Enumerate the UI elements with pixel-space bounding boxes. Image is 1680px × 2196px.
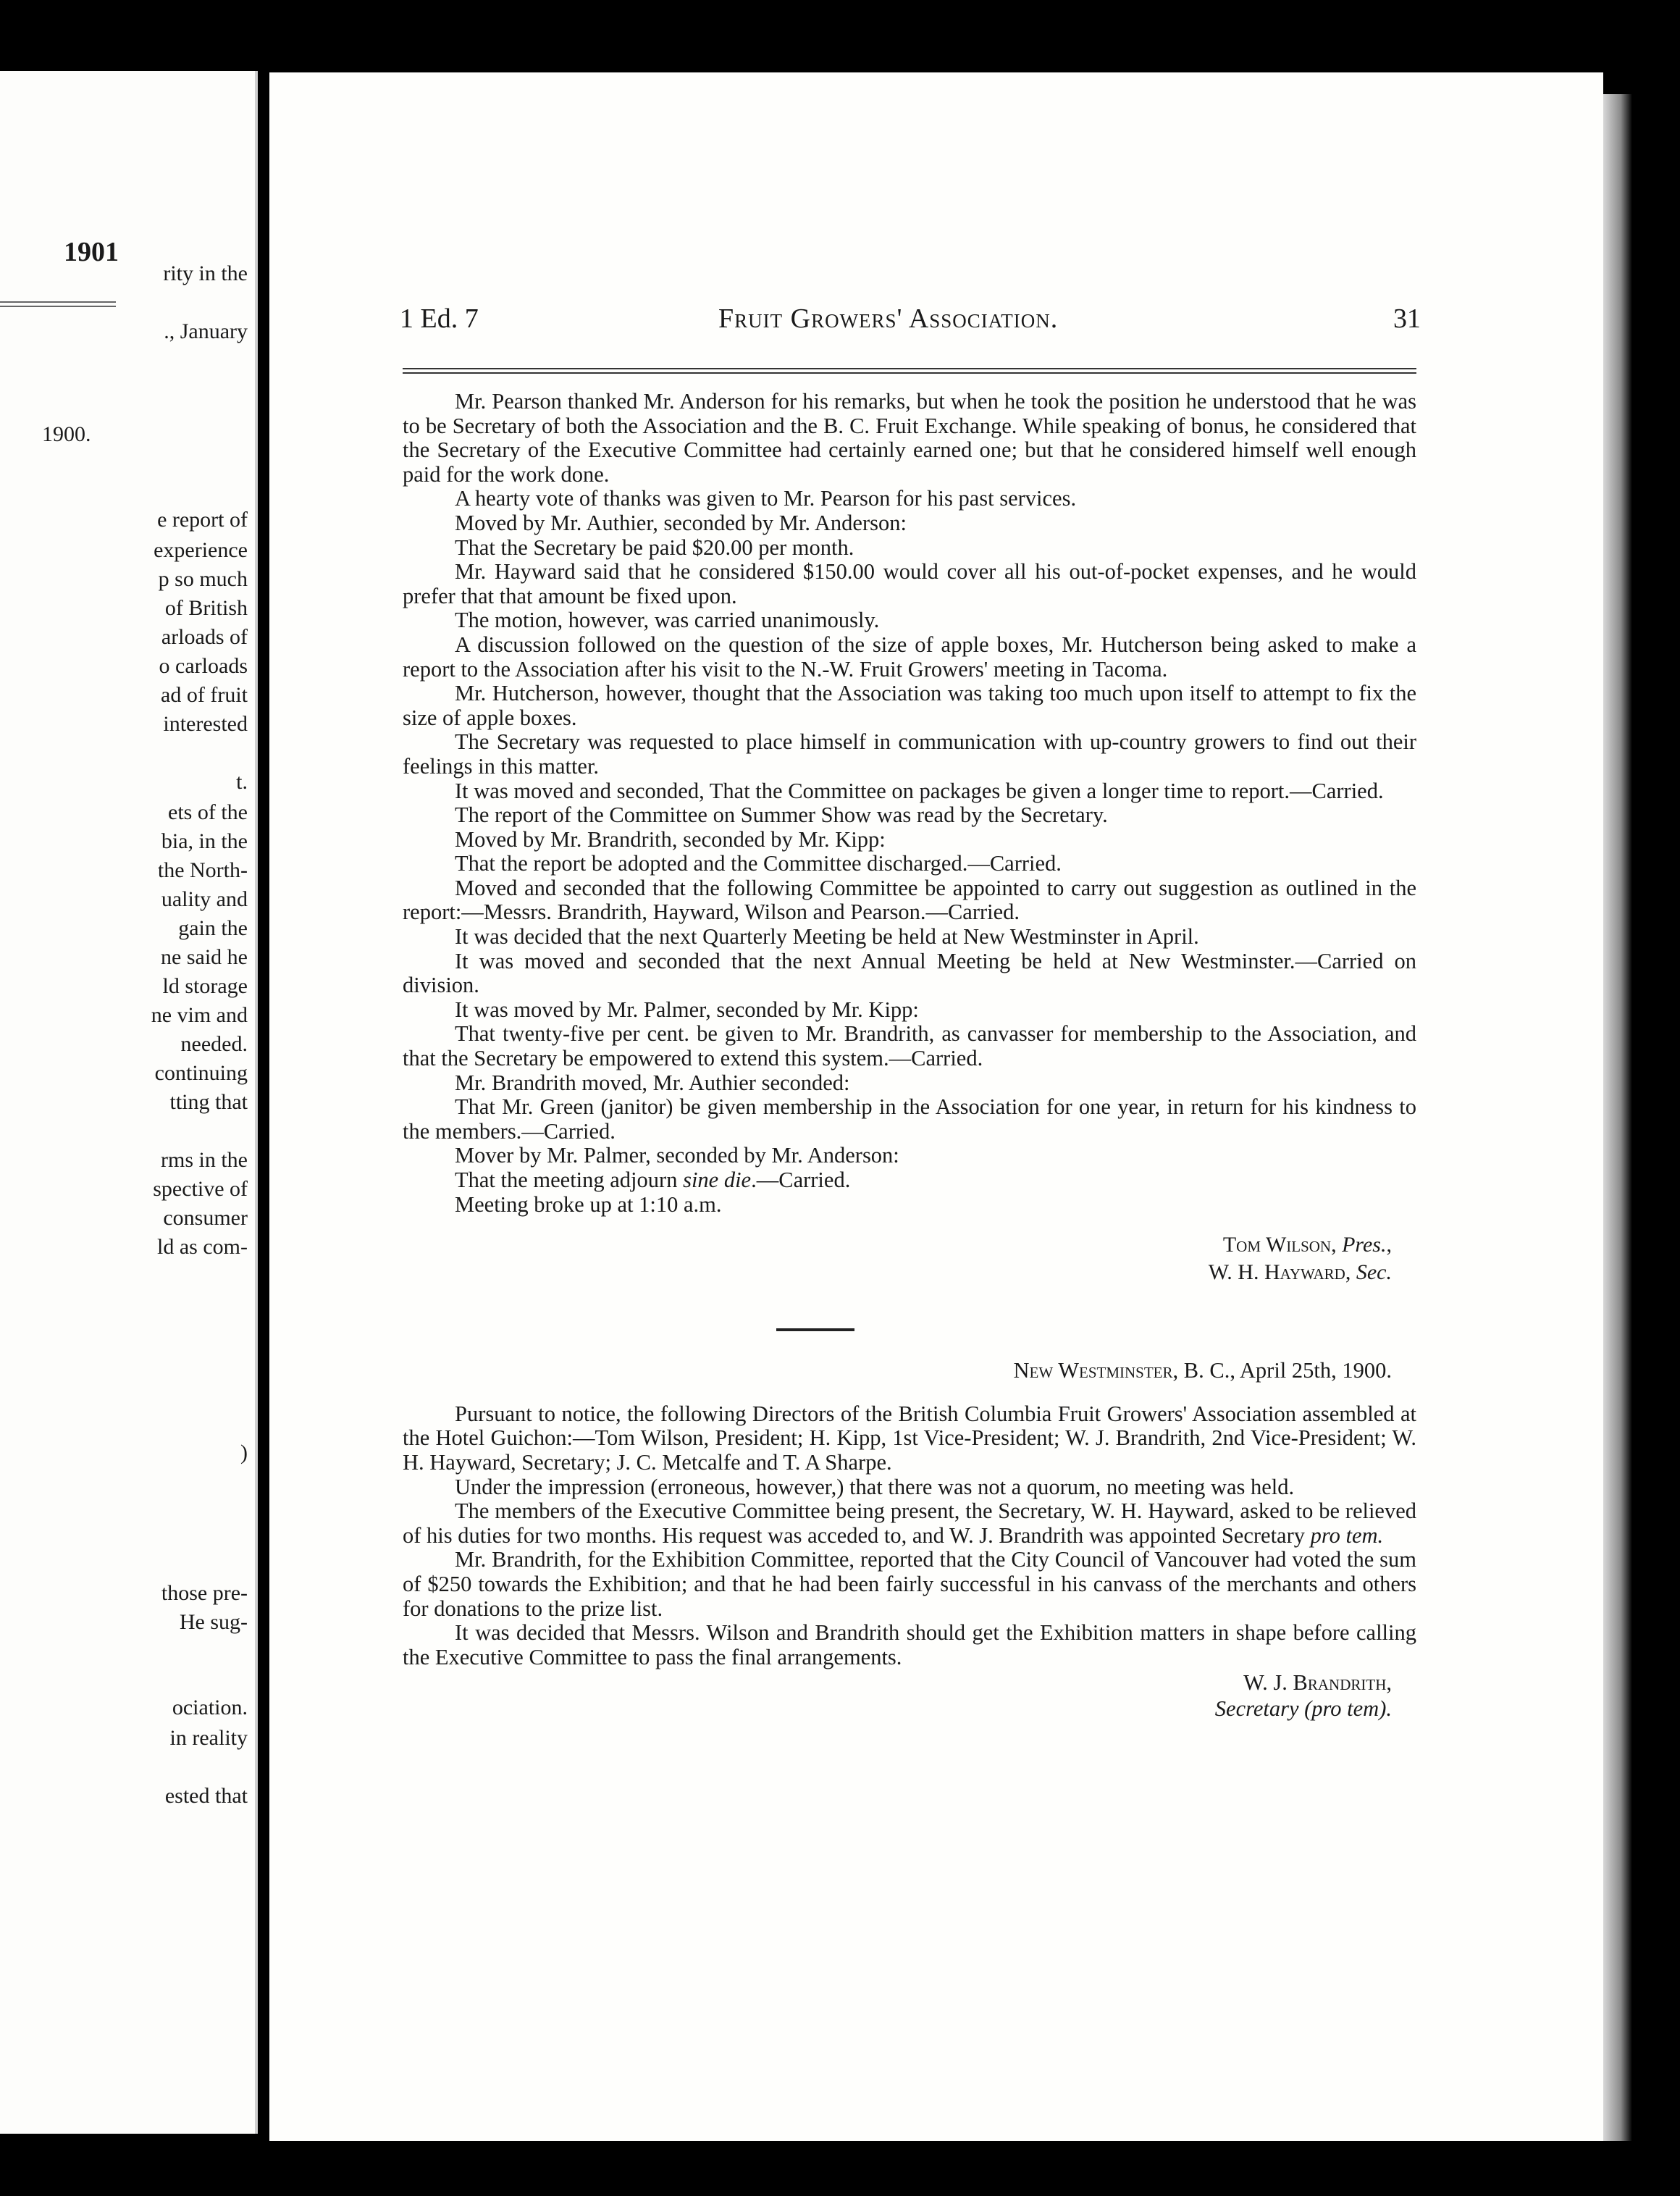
paragraph: It was decided that Messrs. Wilson and Brandrith should get the Exhibition matters in shape before calling the Executive Committee to pass the final arrangements. <box>403 1620 1416 1669</box>
facing-page-line: ets of the <box>168 800 248 824</box>
facing-page-line: p so much <box>158 567 248 591</box>
paragraph: That Mr. Green (janitor) be given membership in the Association for one year, in return for his kindness to the members.—Carried. <box>403 1094 1416 1144</box>
paragraph: Mr. Brandrith moved, Mr. Authier seconded: <box>455 1070 850 1095</box>
facing-page-line: ld storage <box>162 974 248 998</box>
paragraph: That the meeting adjourn sine die.—Carried. <box>455 1168 851 1192</box>
paragraph: Pursuant to notice, the following Directors of the British Columbia Fruit Growers' Association assembled at the Hotel Guichon:—Tom Wilson, President; H. Kipp, 1st Vice-President; W. J. Brandrith, 2nd Vice-President; W. H. Hayward, Secretary; J. C. Metcalfe and T. A Sharpe. <box>403 1401 1416 1475</box>
facing-page-line: He sug- <box>179 1610 248 1634</box>
header-rule <box>403 368 1416 369</box>
facing-page-line: 1900. <box>42 422 91 446</box>
paragraph: A hearty vote of thanks was given to Mr. Pearson for his past services. <box>455 486 1077 511</box>
facing-page-fragment <box>0 71 258 2134</box>
paragraph: The members of the Executive Committee being present, the Secretary, W. H. Hayward, asked to be relieved of his duties for two months. His request was acceded to, and W. J. Brandrith was appointed Secretary pro tem. <box>403 1499 1416 1548</box>
facing-page-line: in reality <box>169 1726 248 1750</box>
paragraph: The Secretary was requested to place himself in communication with up-country growers to find out their feelings in this matter. <box>403 729 1416 779</box>
facing-page-line: ne said he <box>161 945 248 969</box>
header-session: 1 Ed. 7 <box>400 303 479 334</box>
facing-page-line: continuing <box>154 1061 248 1085</box>
facing-page-line: arloads of <box>161 625 248 649</box>
facing-page-line: t. <box>236 770 248 794</box>
facing-page-line: e report of <box>157 508 248 532</box>
paragraph: It was decided that the next Quarterly Meeting be held at New Westminster in April. <box>455 924 1199 950</box>
paragraph: Mr. Brandrith, for the Exhibition Committee, reported that the City Council of Vancouver had voted the sum of $250 towards the Exhibition; and that he had been fairly successful in his canvass of the merchants and others for donations to the prize list. <box>403 1547 1416 1621</box>
facing-page-line: ested that <box>164 1784 248 1808</box>
paragraph: It was moved and seconded, That the Committee on packages be given a longer time to report.—Carried. <box>455 778 1384 803</box>
facing-page-line: gain the <box>178 916 248 940</box>
facing-page-line: ld as com- <box>157 1235 248 1259</box>
paragraph: Meeting broke up at 1:10 a.m. <box>455 1191 722 1217</box>
paragraph: Mr. Pearson thanked Mr. Anderson for his remarks, but when he took the position he understood that he was to be Secretary of both the Association and the B. C. Fruit Exchange. While speaking of bonus, he considered that the Secretary of the Executive Committee had certainly earned one; but that he considered himself well enough paid for the work done. <box>403 389 1416 487</box>
paragraph: It was moved and seconded that the next Annual Meeting be held at New Westminster.—Carried on division. <box>403 948 1416 998</box>
paragraph: The motion, however, was carried unanimously. <box>455 608 880 633</box>
facing-page-line: uality and <box>161 887 248 911</box>
running-header <box>269 230 1603 334</box>
paragraph: Moved by Mr. Brandrith, seconded by Mr. Kipp: <box>455 826 886 852</box>
signature-block: W. J. Brandrith, Secretary (pro tem). <box>1214 1670 1392 1722</box>
header-rule <box>403 372 1416 374</box>
facing-page-line: ne vim and <box>151 1003 248 1027</box>
facing-page-line: consumer <box>163 1206 248 1230</box>
facing-page-line: o carloads <box>159 654 248 678</box>
paragraph: That the report be adopted and the Committee discharged.—Carried. <box>455 851 1062 876</box>
paragraph: Mr. Hutcherson, however, thought that the Association was taking too much upon itself to attempt to fix the size of apple boxes. <box>403 681 1416 730</box>
header-title: Fruit Growers' Association. <box>718 303 1059 334</box>
facing-page-line: bia, in the <box>161 829 248 853</box>
facing-page-rule <box>0 306 116 307</box>
facing-page-rule <box>0 301 116 303</box>
paragraph: That twenty-five per cent. be given to Mr. Brandrith, as canvasser for membership to the Association, and that the Secretary be empowered to extend this system.—Carried. <box>403 1021 1416 1071</box>
facing-page-line: ) <box>240 1441 248 1464</box>
paragraph: That the Secretary be paid $20.00 per month. <box>455 535 854 560</box>
page-body <box>403 390 1416 1722</box>
signature-block: Tom Wilson, Pres., W. H. Hayward, Sec. <box>1208 1233 1392 1285</box>
facing-page-line: ociation. <box>172 1696 248 1719</box>
facing-page-line: rms in the <box>161 1148 248 1172</box>
facing-page-line: ., January <box>164 319 248 343</box>
paragraph: It was moved by Mr. Palmer, seconded by Mr. Kipp: <box>455 997 919 1022</box>
page-number: 31 <box>1393 303 1421 334</box>
scanned-page <box>269 72 1603 2141</box>
facing-page-line: rity in the <box>163 261 248 285</box>
paragraph: Under the impression (erroneous, however,) that there was not a quorum, no meeting was held. <box>455 1474 1295 1499</box>
facing-page-year: 1901 <box>64 237 119 267</box>
facing-page-line: spective of <box>153 1177 248 1201</box>
paragraph: A discussion followed on the question of the size of apple boxes, Mr. Hutcherson being asked to make a report to the Association after his visit to the N.-W. Fruit Growers' meeting in Tacoma. <box>403 632 1416 682</box>
paragraph: Moved and seconded that the following Committee be appointed to carry out suggestion as outlined in the report:—Messrs. Brandrith, Hayward, Wilson and Pearson.—Carried. <box>403 875 1416 925</box>
facing-page-line: needed. <box>180 1032 248 1056</box>
facing-page-line: the North- <box>157 858 248 882</box>
paragraph: Mr. Hayward said that he considered $150.00 would cover all his out-of-pocket expenses, and he would prefer that that amount be fixed upon. <box>403 559 1416 608</box>
section-divider <box>776 1328 854 1331</box>
paragraph: The report of the Committee on Summer Show was read by the Secretary. <box>455 802 1108 828</box>
facing-page-line: those pre- <box>161 1581 248 1605</box>
facing-page-line: ad of fruit <box>161 683 248 707</box>
facing-page-line: tting that <box>169 1090 248 1114</box>
paragraph: Mover by Mr. Palmer, seconded by Mr. Anderson: <box>455 1143 899 1168</box>
facing-page-line: experience <box>154 538 248 562</box>
paragraph: Moved by Mr. Authier, seconded by Mr. Anderson: <box>455 510 907 535</box>
facing-page-line: interested <box>163 712 248 736</box>
page-edge-shadow <box>1603 94 1632 2141</box>
dateline: New Westminster, B. C., April 25th, 1900. <box>1013 1358 1392 1383</box>
facing-page-line: of British <box>164 596 248 620</box>
